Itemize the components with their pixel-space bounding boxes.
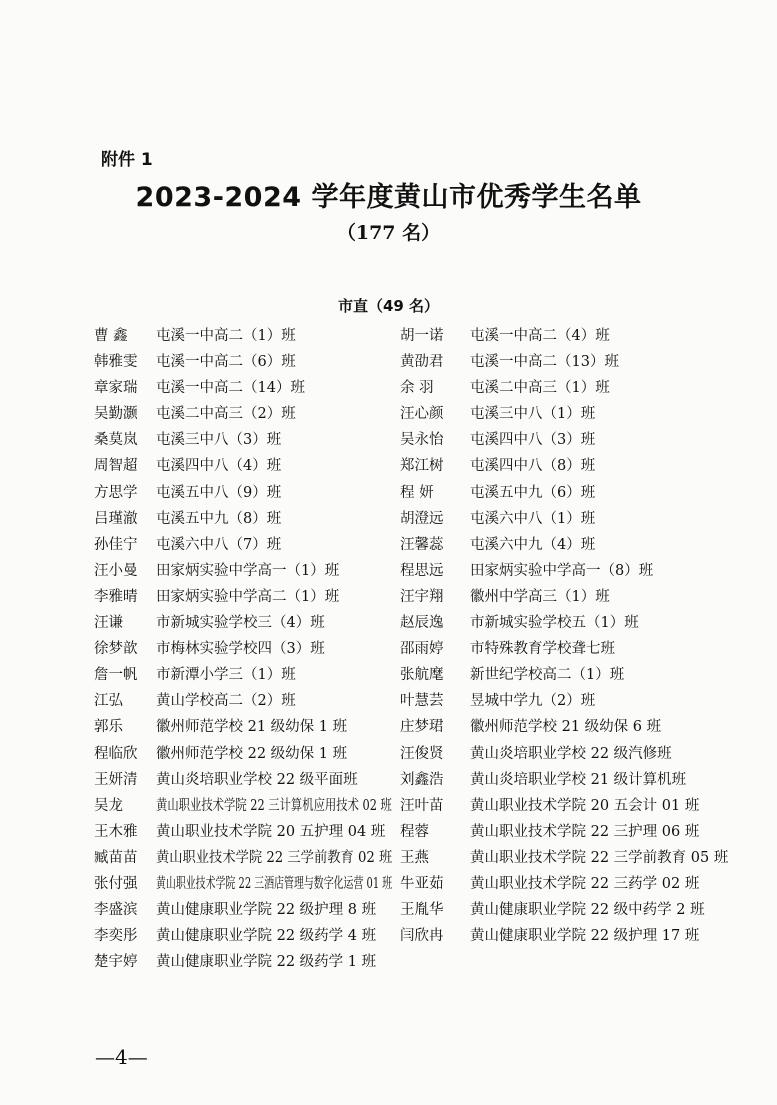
list-row	[0, 401, 777, 427]
student-name: 王燕	[400, 849, 429, 866]
student-name: 桑莫岚	[94, 432, 138, 449]
student-class: 市新城实验学校五（1）班	[470, 615, 639, 632]
list-row	[0, 897, 777, 923]
list-row	[0, 845, 777, 871]
student-class: 黄山炎培职业学校 22 级汽修班	[470, 745, 672, 762]
student-class: 黄山健康职业学院 22 级药学 4 班	[156, 928, 377, 945]
list-row	[0, 741, 777, 767]
student-class: 田家炳实验中学高一（8）班	[470, 562, 654, 579]
student-class: 田家炳实验中学高一（1）班	[156, 562, 340, 579]
student-name: 章家瑞	[94, 380, 138, 397]
list-row	[0, 453, 777, 479]
student-class: 黄山职业技术学院 22 三学前教育 02 班	[156, 849, 393, 866]
list-row	[0, 819, 777, 845]
student-class: 黄山职业技术学院 22 三学前教育 05 班	[470, 849, 729, 866]
student-class: 市新潭小学三（1）班	[156, 667, 296, 684]
page-number: —4—	[95, 1045, 148, 1069]
student-name: 吴永怡	[400, 432, 444, 449]
student-name: 徐梦歆	[94, 641, 138, 658]
student-class: 屯溪五中九（6）班	[470, 484, 596, 501]
list-row	[0, 349, 777, 375]
student-name: 李雅晴	[94, 588, 138, 605]
student-name: 邵雨婷	[400, 641, 444, 658]
student-class: 屯溪一中高二（4）班	[470, 328, 610, 344]
page-title: 2023-2024 学年度黄山市优秀学生名单	[135, 182, 642, 213]
student-name: 胡一诺	[400, 328, 444, 344]
student-class: 屯溪三中八（3）班	[156, 432, 282, 449]
student-class: 屯溪六中九（4）班	[470, 536, 596, 553]
list-row	[0, 323, 777, 349]
student-name: 楚宇婷	[94, 954, 138, 971]
student-name: 汪馨蕊	[400, 536, 444, 553]
student-class: 昱城中学九（2）班	[470, 693, 596, 710]
student-name: 汪谦	[94, 615, 123, 632]
student-name: 曹 鑫	[94, 328, 128, 344]
student-name: 吕瑾澈	[94, 510, 138, 527]
student-class: 黄山职业技术学院 20 五护理 04 班	[156, 823, 386, 840]
student-name: 程 妍	[400, 484, 434, 501]
student-name: 郑江树	[400, 458, 444, 475]
student-class: 市梅林实验学校四（3）班	[156, 641, 325, 658]
list-row	[0, 584, 777, 610]
student-class: 新世纪学校高二（1）班	[470, 667, 625, 684]
student-class: 屯溪一中高二（6）班	[156, 354, 296, 371]
list-row	[0, 871, 777, 897]
student-name: 闫欣冉	[400, 928, 444, 945]
student-name: 程蓉	[400, 823, 429, 840]
list-row	[0, 714, 777, 740]
student-name: 王胤华	[400, 902, 444, 919]
student-name: 汪宇翔	[400, 588, 444, 605]
student-name: 牛亚茹	[400, 875, 444, 892]
student-name: 韩雅雯	[94, 354, 138, 371]
total-count: （177 名）	[336, 222, 441, 244]
student-class: 黄山学校高二（2）班	[156, 693, 296, 710]
student-class: 屯溪一中高二（13）班	[470, 354, 619, 371]
student-class: 屯溪五中八（9）班	[156, 484, 282, 501]
student-class: 屯溪六中八（1）班	[470, 510, 596, 527]
student-class: 田家炳实验中学高二（1）班	[156, 588, 340, 605]
student-class: 黄山健康职业学院 22 级中药学 2 班	[470, 902, 705, 919]
student-class: 黄山职业技术学院 22 三药学 02 班	[470, 875, 700, 892]
student-class: 屯溪六中八（7）班	[156, 536, 282, 553]
student-class: 市新城实验学校三（4）班	[156, 615, 325, 632]
list-row	[0, 375, 777, 401]
student-name: 张航麾	[400, 667, 444, 684]
student-class: 黄山炎培职业学校 22 级平面班	[156, 771, 358, 788]
student-name: 吴勤灏	[94, 406, 138, 423]
student-name: 李奕彤	[94, 928, 138, 945]
student-class: 黄山职业技术学院 22 三计算机应用技术 02 班	[156, 797, 392, 814]
student-class: 屯溪二中高三（1）班	[470, 380, 610, 397]
student-name: 程临欣	[94, 745, 138, 762]
student-name: 周智超	[94, 458, 138, 475]
student-name: 叶慧芸	[400, 693, 444, 710]
student-name: 庄梦珺	[400, 719, 444, 736]
student-class: 黄山健康职业学院 22 级护理 8 班	[156, 902, 377, 919]
student-name: 黄劭君	[400, 354, 444, 371]
list-row	[0, 923, 777, 949]
student-name: 詹一帆	[94, 667, 138, 684]
student-class: 徽州师范学校 21 级幼保 1 班	[156, 719, 348, 736]
list-row	[0, 506, 777, 532]
list-row	[0, 949, 777, 975]
student-name: 王妍清	[94, 771, 138, 788]
student-class: 黄山职业技术学院 20 五会计 01 班	[470, 797, 700, 814]
student-class: 黄山健康职业学院 22 级护理 17 班	[470, 928, 700, 945]
student-name: 方思学	[94, 484, 138, 501]
list-row	[0, 767, 777, 793]
student-class: 屯溪五中九（8）班	[156, 510, 282, 527]
student-class: 屯溪四中八（4）班	[156, 458, 282, 475]
student-class: 徽州师范学校 21 级幼保 6 班	[470, 719, 662, 736]
student-class: 黄山职业技术学院 22 三酒店管理与数字化运营 01 班	[156, 875, 393, 892]
student-name: 赵辰逸	[400, 615, 444, 632]
student-class: 屯溪二中高三（2）班	[156, 406, 296, 423]
student-name: 汪小曼	[94, 562, 138, 579]
student-class: 黄山职业技术学院 22 三护理 06 班	[470, 823, 700, 840]
student-name: 汪心颜	[400, 406, 444, 423]
student-name: 程思远	[400, 562, 444, 579]
student-class: 屯溪一中高二（14）班	[156, 380, 305, 397]
section-heading: 市直（49 名）	[337, 297, 440, 315]
list-row	[0, 480, 777, 506]
student-class: 黄山健康职业学院 22 级药学 1 班	[156, 954, 377, 971]
student-name: 胡澄远	[400, 510, 444, 527]
student-name: 吴龙	[94, 797, 123, 814]
student-class: 屯溪四中八（8）班	[470, 458, 596, 475]
student-name: 余 羽	[400, 380, 434, 397]
student-name: 臧苗苗	[94, 849, 138, 866]
list-row	[0, 636, 777, 662]
student-name: 王木雅	[94, 823, 138, 840]
student-name: 江弘	[94, 693, 123, 710]
student-class: 屯溪四中八（3）班	[470, 432, 596, 449]
list-row	[0, 558, 777, 584]
student-list	[0, 323, 777, 987]
list-row	[0, 662, 777, 688]
student-class: 徽州中学高三（1）班	[470, 588, 610, 605]
student-name: 汪叶苗	[400, 797, 444, 814]
student-class: 黄山炎培职业学校 21 级计算机班	[470, 771, 687, 788]
student-class: 屯溪三中八（1）班	[470, 406, 596, 423]
student-name: 李盛滨	[94, 902, 138, 919]
list-row	[0, 427, 777, 453]
list-row	[0, 532, 777, 558]
list-row	[0, 688, 777, 714]
student-name: 孙佳宁	[94, 536, 138, 553]
student-class: 市特殊教育学校聋七班	[470, 641, 615, 658]
student-name: 张付强	[94, 875, 138, 892]
list-row	[0, 793, 777, 819]
student-name: 郭乐	[94, 719, 123, 736]
list-row	[0, 610, 777, 636]
student-class: 徽州师范学校 22 级幼保 1 班	[156, 745, 348, 762]
student-name: 刘鑫浩	[400, 771, 444, 788]
student-class: 屯溪一中高二（1）班	[156, 328, 296, 344]
student-name: 汪俊贤	[400, 745, 444, 762]
attachment-label: 附件 1	[101, 150, 153, 170]
